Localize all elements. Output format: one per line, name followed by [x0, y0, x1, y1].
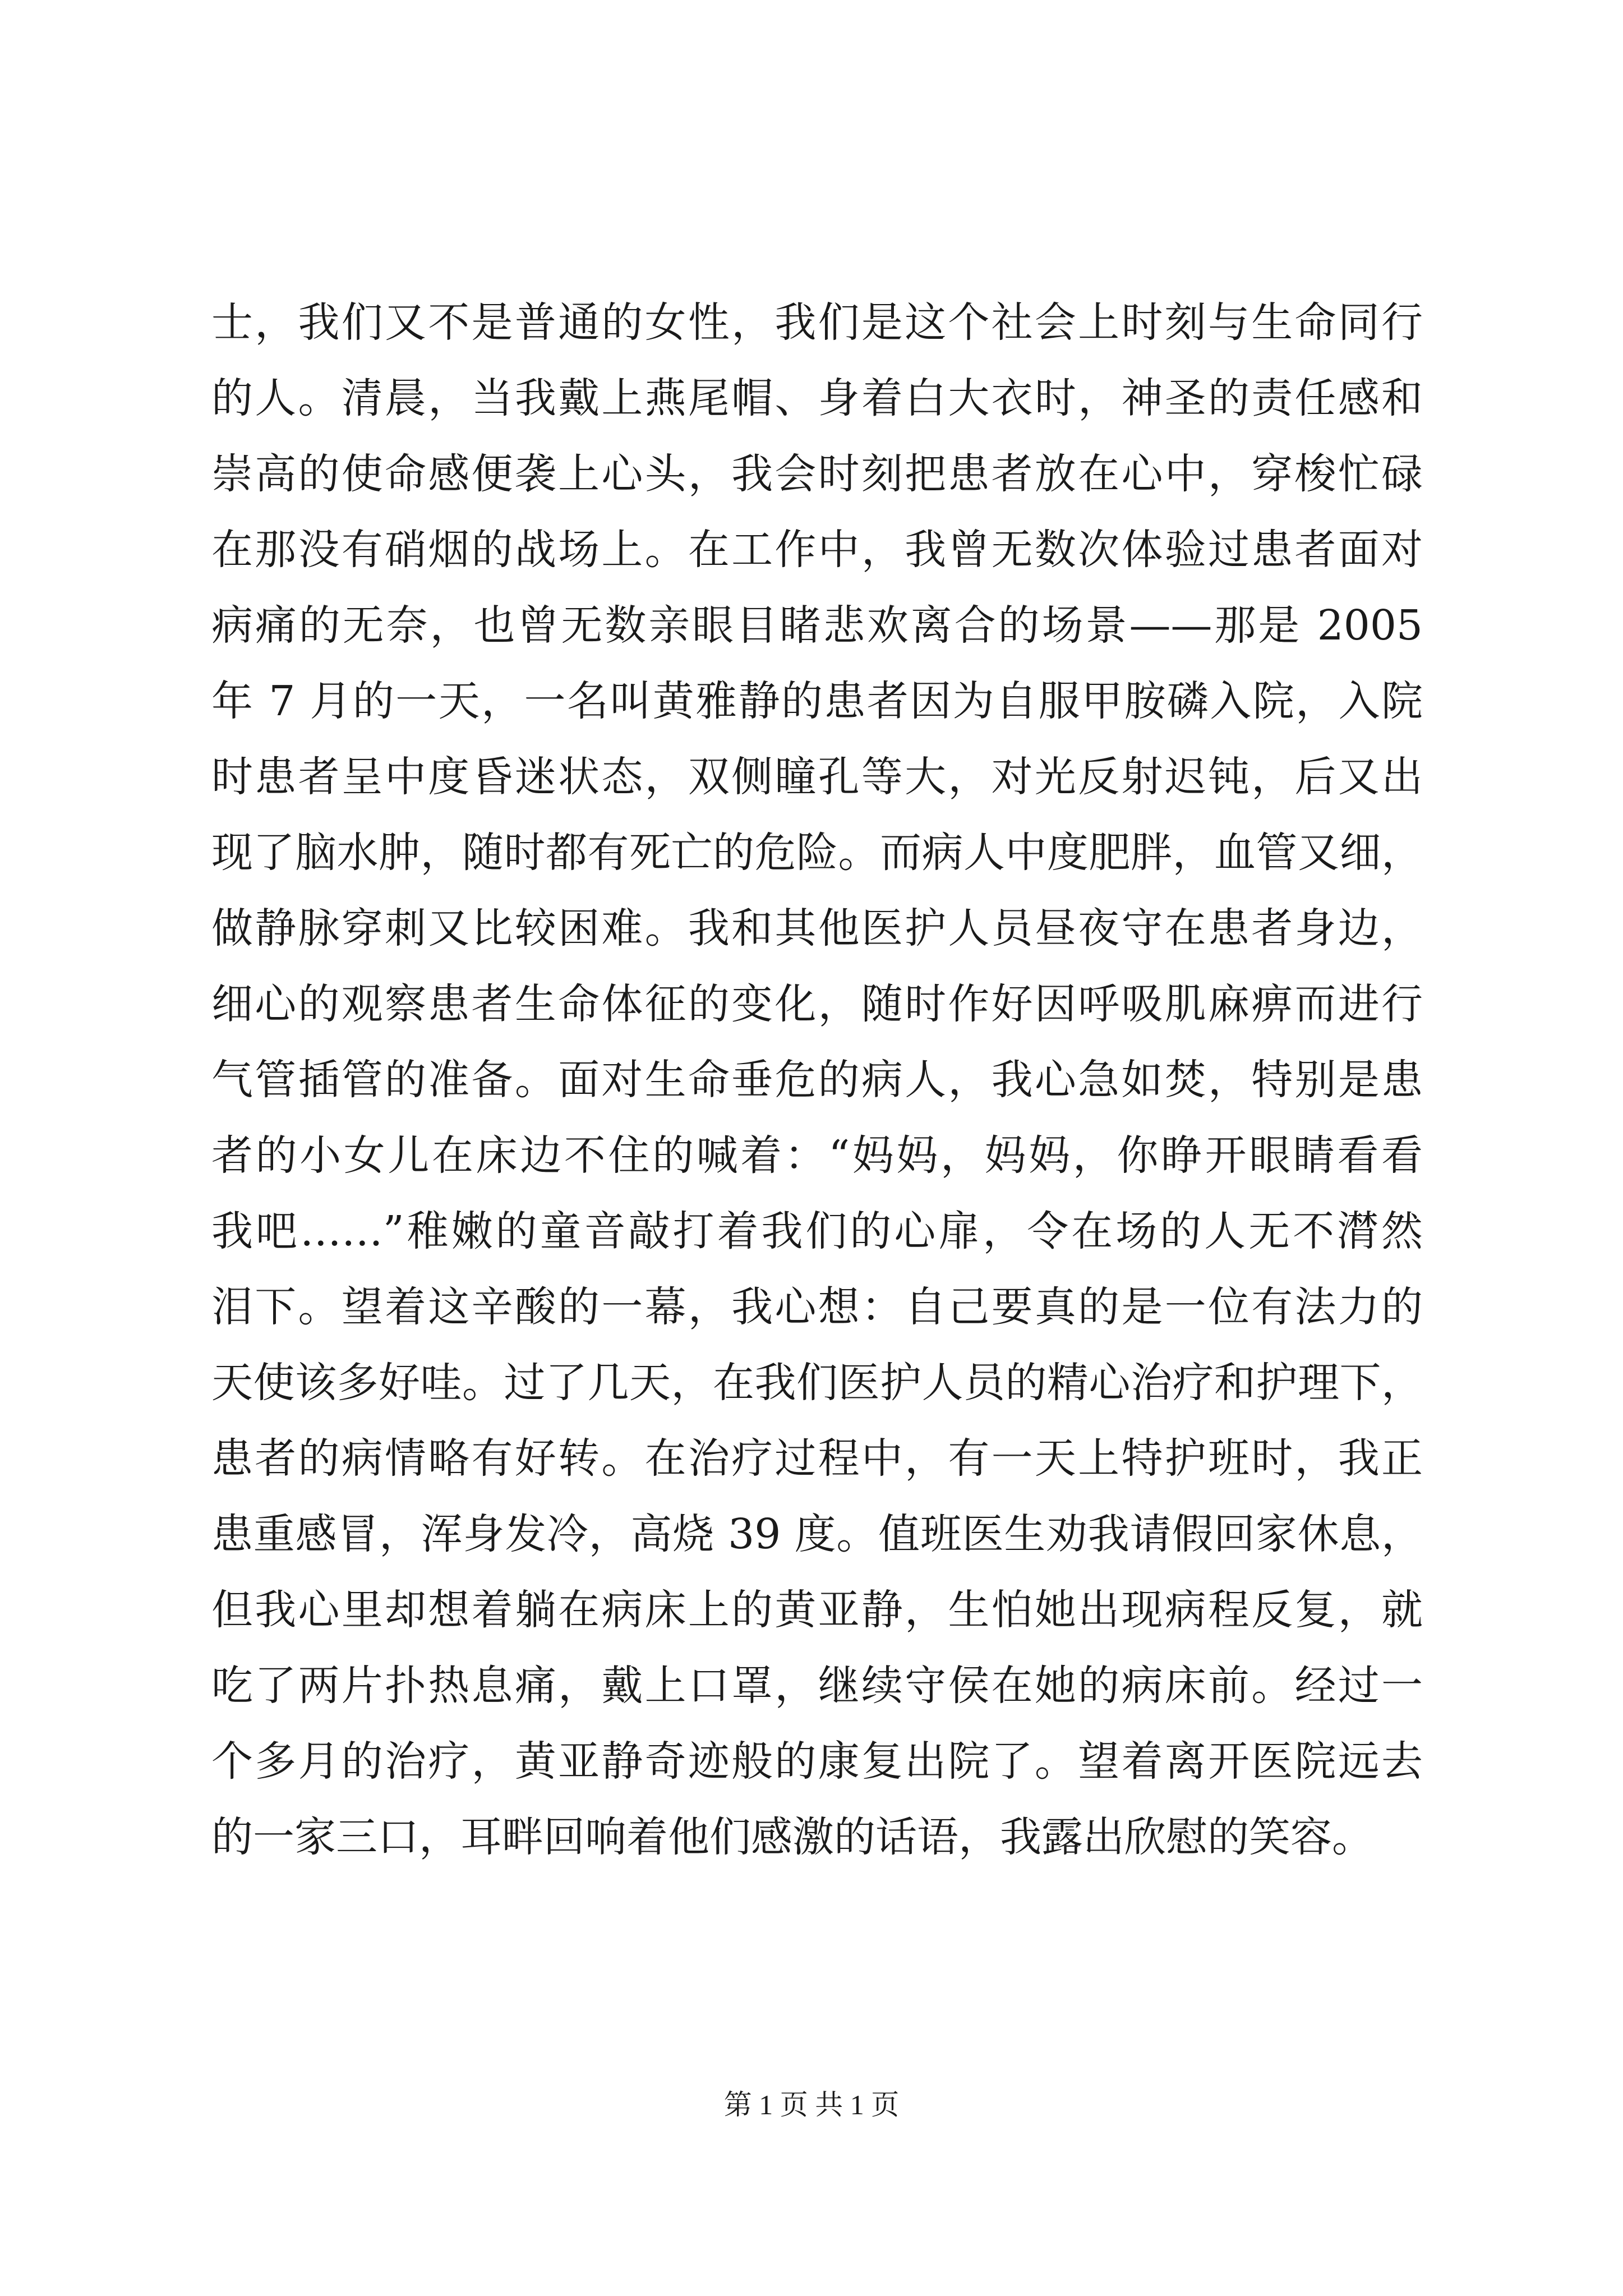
- text-line: 患重感冒，浑身发冷，高烧 39 度。值班医生劝我请假回家休息，: [211, 1510, 1423, 1558]
- text-line: 个多月的治疗，黄亚静奇迹般的康复出院了。望着离开医院远去: [211, 1737, 1423, 1786]
- body-text: [211, 285, 1423, 1875]
- text-line: 患者的病情略有好转。在治疗过程中，有一天上特护班时，我正: [211, 1434, 1423, 1483]
- text-line: 气管插管的准备。面对生命垂危的病人，我心急如焚，特别是患: [211, 1056, 1423, 1104]
- text-line: 我吧……”稚嫩的童音敲打着我们的心扉，令在场的人无不潸然: [211, 1207, 1423, 1255]
- text-line: 吃了两片扑热息痛，戴上口罩，继续守侯在她的病床前。经过一: [211, 1662, 1423, 1710]
- text-line: 做静脉穿刺又比较困难。我和其他医护人员昼夜守在患者身边，: [211, 904, 1423, 953]
- text-line: 年 7 月的一天，一名叫黄雅静的患者因为自服甲胺磷入院，入院: [211, 677, 1423, 725]
- text-line: 天使该多好哇。过了几天，在我们医护人员的精心治疗和护理下，: [211, 1359, 1423, 1407]
- text-line: 但我心里却想着躺在病床上的黄亚静，生怕她出现病程反复，就: [211, 1586, 1423, 1634]
- text-line: 者的小女儿在床边不住的喊着：“妈妈，妈妈，你睁开眼睛看看: [211, 1131, 1423, 1180]
- text-line: 士，我们又不是普通的女性，我们是这个社会上时刻与生命同行: [211, 298, 1423, 347]
- text-line: 崇高的使命感便袭上心头，我会时刻把患者放在心中，穿梭忙碌: [211, 450, 1423, 498]
- text-line: 时患者呈中度昏迷状态，双侧瞳孔等大，对光反射迟钝，后又出: [211, 753, 1423, 801]
- text-line: 的人。清晨，当我戴上燕尾帽、身着白大衣时，神圣的责任感和: [211, 374, 1423, 422]
- text-line: 在那没有硝烟的战场上。在工作中，我曾无数次体验过患者面对: [211, 526, 1423, 574]
- page-footer: 第 1 页 共 1 页: [723, 2089, 900, 2120]
- text-line: 泪下。望着这辛酸的一幕，我心想：自己要真的是一位有法力的: [211, 1283, 1423, 1331]
- text-line: 现了脑水肿，随时都有死亡的危险。而病人中度肥胖，血管又细，: [211, 829, 1423, 877]
- text-line: 的一家三口，耳畔回响着他们感激的话语，我露出欣慰的笑容。: [211, 1813, 1373, 1861]
- text-line: 病痛的无奈，也曾无数亲眼目睹悲欢离合的场景——那是 2005: [211, 601, 1423, 650]
- text-line: 细心的观察患者生命体征的变化，随时作好因呼吸肌麻痹而进行: [211, 980, 1423, 1028]
